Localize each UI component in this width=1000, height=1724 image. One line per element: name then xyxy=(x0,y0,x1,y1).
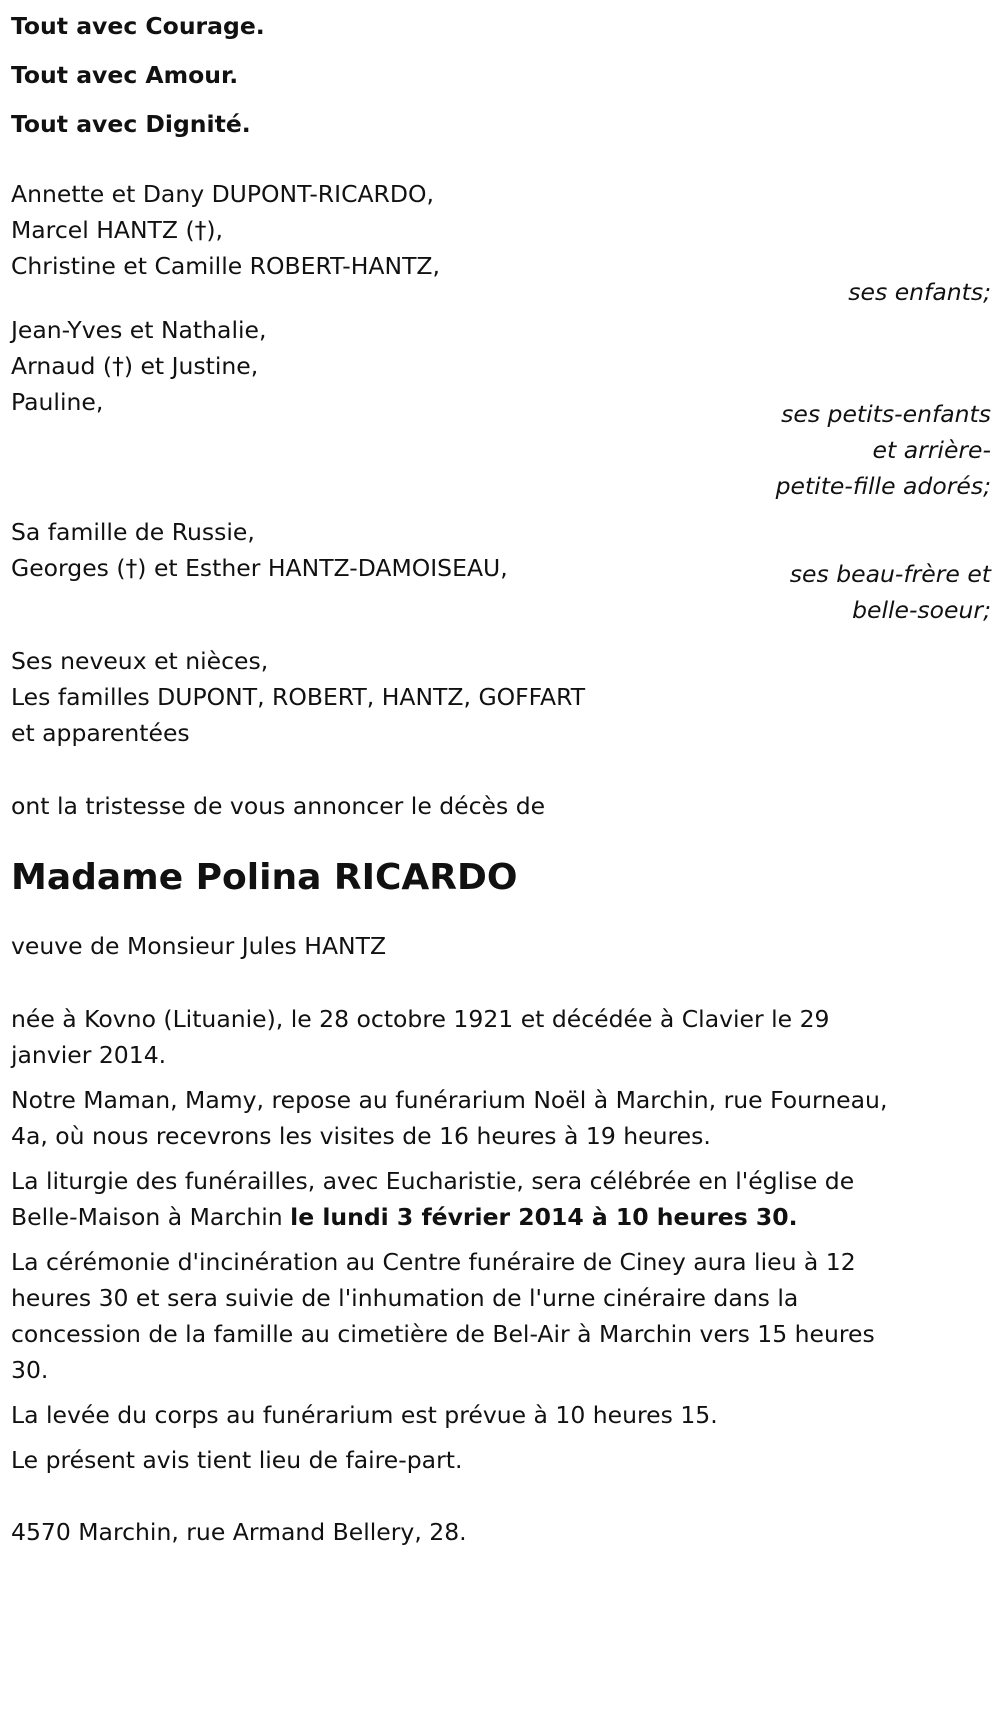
family-member: Ses neveux et nièces, xyxy=(11,647,269,675)
cremation-text: La cérémonie d'incinération au Centre funéraire de Ciney aura lieu à 12 heures 30 et sera suivie de l'inhumation de l'urne cinéraire dans la concession de la famille au cimetière de Bel-Air à Marchin vers 15 heures 30. xyxy=(11,1248,875,1384)
motto-line: Tout avec Dignité. xyxy=(11,110,251,138)
motto-line: Tout avec Amour. xyxy=(11,61,239,89)
family-member: Les familles DUPONT, ROBERT, HANTZ, GOFFART xyxy=(11,683,586,711)
grandchildren-block xyxy=(11,312,991,500)
deceased-name: Madame Polina RICARDO xyxy=(11,857,518,898)
liturgy-text: La liturgie des funérailles, avec Eucharistie, sera célébrée en l'église de Belle-Maison à Marchin le lundi 3 février 2014 à 10 heures 30. xyxy=(11,1167,855,1231)
family-member: et apparentées xyxy=(11,719,190,747)
announcement-text: ont la tristesse de vous annoncer le décès de xyxy=(11,792,546,820)
family-member: Georges (†) et Esther HANTZ-DAMOISEAU, xyxy=(11,554,508,582)
relation-label: ses enfants; xyxy=(848,278,991,306)
obituary-notice xyxy=(11,0,991,1550)
extended-family-block xyxy=(11,643,991,751)
birth-death-text: née à Kovno (Lituanie), le 28 octobre 1921 et décédée à Clavier le 29 janvier 2014. xyxy=(11,1005,830,1069)
family-member: Jean-Yves et Nathalie, xyxy=(11,316,267,344)
family-member: Sa famille de Russie, xyxy=(11,518,255,546)
levee-text: La levée du corps au funérarium est prévue à 10 heures 15. xyxy=(11,1401,718,1429)
liturgy-date: le lundi 3 février 2014 à 10 heures 30. xyxy=(290,1203,798,1231)
motto xyxy=(11,2,991,149)
inlaws-block xyxy=(11,514,991,624)
widow-of-text: veuve de Monsieur Jules HANTZ xyxy=(11,932,387,960)
resting-place-text: Notre Maman, Mamy, repose au funérarium Noël à Marchin, rue Fourneau, 4a, où nous recevrons les visites de 16 heures à 19 heures. xyxy=(11,1086,888,1150)
address: 4570 Marchin, rue Armand Bellery, 28. xyxy=(11,1518,467,1546)
motto-line: Tout avec Courage. xyxy=(11,12,265,40)
family-member: Annette et Dany DUPONT-RICARDO, xyxy=(11,180,434,208)
details xyxy=(11,1001,911,1478)
family-member: Marcel HANTZ (†), xyxy=(11,216,224,244)
family-member: Christine et Camille ROBERT-HANTZ, xyxy=(11,252,441,280)
family-member: Arnaud (†) et Justine, xyxy=(11,352,259,380)
children-block xyxy=(11,176,991,306)
family-member: Pauline, xyxy=(11,388,104,416)
relation-label: ses petits-enfants et arrière- petite-fille adorés; xyxy=(775,400,991,500)
notice-text: Le présent avis tient lieu de faire-part. xyxy=(11,1446,463,1474)
relation-label: ses beau-frère et belle-soeur; xyxy=(789,560,991,624)
